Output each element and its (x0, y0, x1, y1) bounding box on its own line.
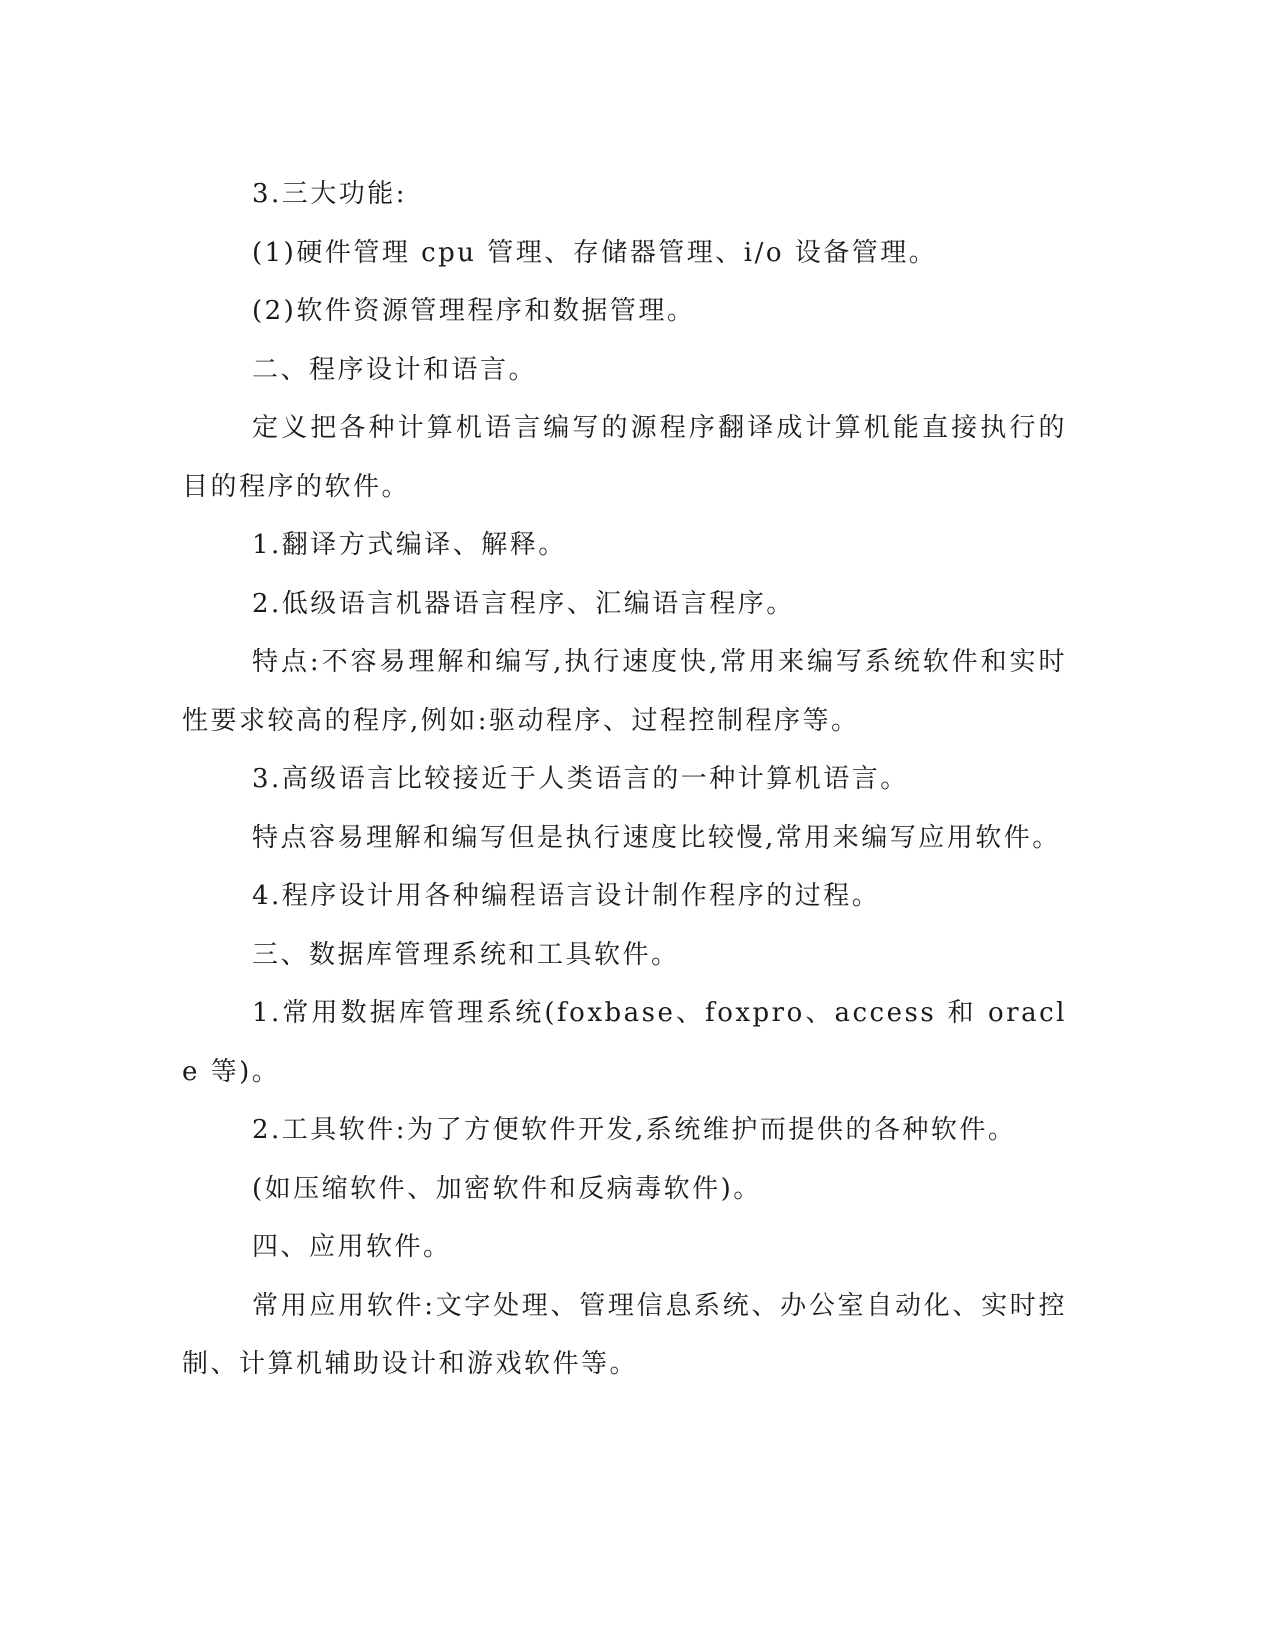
paragraph-high-level-features: 特点容易理解和编写但是执行速度比较慢,常用来编写应用软件。 (252, 822, 1061, 853)
paragraph-tool-software: 2.工具软件:为了方便软件开发,系统维护而提供的各种软件。 (252, 1115, 1017, 1145)
paragraph-translator-definition: 定义把各种计算机语言编写的源程序翻译成计算机能直接执行的目的程序的软件。 (182, 413, 1067, 502)
paragraph-hardware-management: (1)硬件管理 cpu 管理、存储器管理、i/o 设备管理。 (252, 237, 938, 268)
paragraph-low-level-features: 特点:不容易理解和编写,执行速度快,常用来编写系统软件和实时性要求较高的程序,例如:驱动程序、过程控制程序等。 (182, 647, 1067, 736)
section-heading-application-software: 四、应用软件。 (252, 1232, 452, 1262)
paragraph-high-level-languages: 3.高级语言比较接近于人类语言的一种计算机语言。 (252, 764, 909, 794)
paragraph-three-functions-heading: 3.三大功能: (252, 179, 408, 209)
paragraph-tool-software-examples: (如压缩软件、加密软件和反病毒软件)。 (252, 1173, 762, 1204)
paragraph-low-level-languages: 2.低级语言机器语言程序、汇编语言程序。 (252, 588, 795, 619)
paragraph-program-design: 4.程序设计用各种编程语言设计制作程序的过程。 (252, 881, 881, 911)
paragraph-translation-methods: 1.翻译方式编译、解释。 (252, 530, 567, 560)
document-body (182, 165, 1067, 1394)
section-heading-database-tools: 三、数据库管理系统和工具软件。 (252, 939, 680, 970)
section-heading-programming-languages: 二、程序设计和语言。 (252, 354, 538, 385)
paragraph-common-dbms: 1.常用数据库管理系统(foxbase、foxpro、access 和 oracle 等)。 (182, 998, 1067, 1087)
paragraph-common-applications: 常用应用软件:文字处理、管理信息系统、办公室自动化、实时控制、计算机辅助设计和游戏软件等。 (182, 1290, 1067, 1379)
paragraph-software-resource-management: (2)软件资源管理程序和数据管理。 (252, 296, 696, 326)
